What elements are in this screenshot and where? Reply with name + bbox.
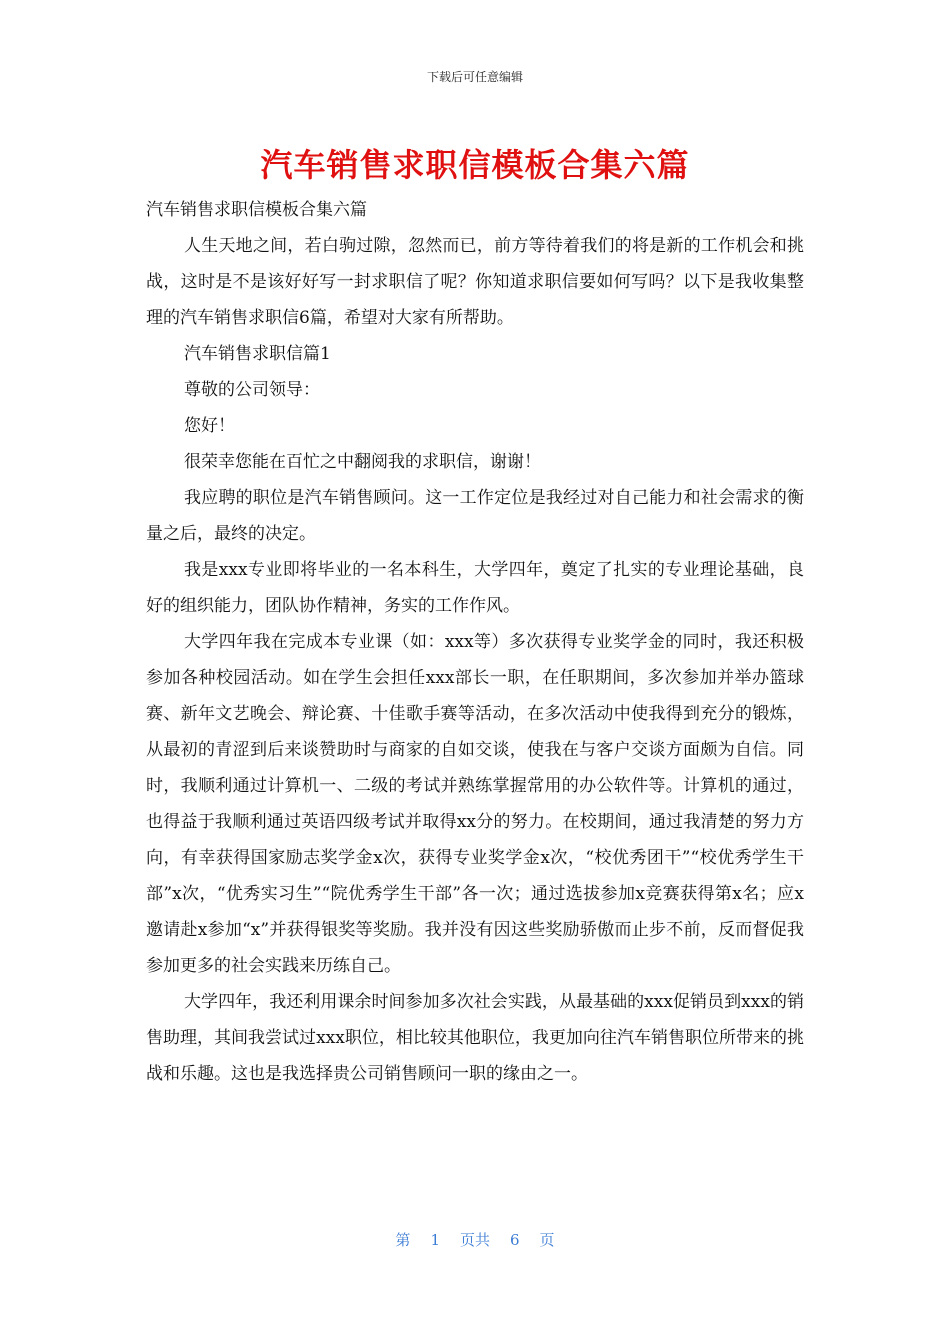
footer-label-end: 页 [539,1231,555,1249]
paragraph-activities: 大学四年我在完成本专业课（如：xxx等）多次获得专业奖学金的同时，我还积极参加各种校园活动。如在学生会担任xxx部长一职，在任职期间，多次参加并举办篮球赛、新年文艺晚会、辩论赛、十佳歌手赛等活动，在多次活动中使我得到充分的锻炼，从最初的青涩到后来谈赞助时与商家的自如交谈，使我在与客户交谈方面颇为自信。同时，我顺利通过计算机一、二级的考试并熟练掌握常用的办公软件等。计算机的通过，也得益于我顺利通过英语四级考试并取得xx分的努力。在校期间，通过我清楚的努力方向，有幸获得国家励志奖学金x次，获得专业奖学金x次，“校优秀团干”“校优秀学生干部”x次，“优秀实习生”“院优秀学生干部”各一次；通过选拔参加x竞赛获得第x名；应x邀请赴x参加“x”并获得银奖等奖励。我并没有因这些奖励骄傲而止步不前，反而督促我参加更多的社会实践来历练自己。 [146,632,804,976]
paragraph-position: 我应聘的职位是汽车销售顾问。这一工作定位是我经过对自己能力和社会需求的衡量之后，最终的决定。 [146,488,804,544]
document-subtitle: 汽车销售求职信模板合集六篇 [146,200,367,220]
footer-label-page: 第 [395,1231,411,1249]
footer-total-pages: 6 [510,1231,520,1249]
document-body [146,192,804,1092]
paragraph-practice: 大学四年，我还利用课余时间参加多次社会实践，从最基础的xxx促销员到xxx的销售助理，其间我尝试过xxx职位，相比较其他职位，我更加向往汽车销售职位所带来的挑战和乐趣。这也是我选择贵公司销售顾问一职的缘由之一。 [146,992,804,1084]
section-heading: 汽车销售求职信篇1 [184,344,331,364]
greeting: 您好！ [184,416,235,436]
document-title: 汽车销售求职信模板合集六篇 [260,146,690,184]
salutation: 尊敬的公司领导： [184,380,320,400]
paragraph-thanks: 很荣幸您能在百忙之中翻阅我的求职信，谢谢！ [184,452,541,472]
page-footer [0,1229,950,1250]
header-note: 下载后可任意编辑 [426,70,523,84]
paragraph-background: 我是xxx专业即将毕业的一名本科生，大学四年，奠定了扎实的专业理论基础，良好的组织能力，团队协作精神，务实的工作作风。 [146,560,804,616]
footer-page-number: 1 [430,1231,440,1249]
footer-label-total: 页共 [459,1231,490,1249]
paragraph-intro: 人生天地之间，若白驹过隙，忽然而已，前方等待着我们的将是新的工作机会和挑战，这时是不是该好好写一封求职信了呢？你知道求职信要如何写吗？以下是我收集整理的汽车销售求职信6篇，希望对大家有所帮助。 [146,236,804,328]
